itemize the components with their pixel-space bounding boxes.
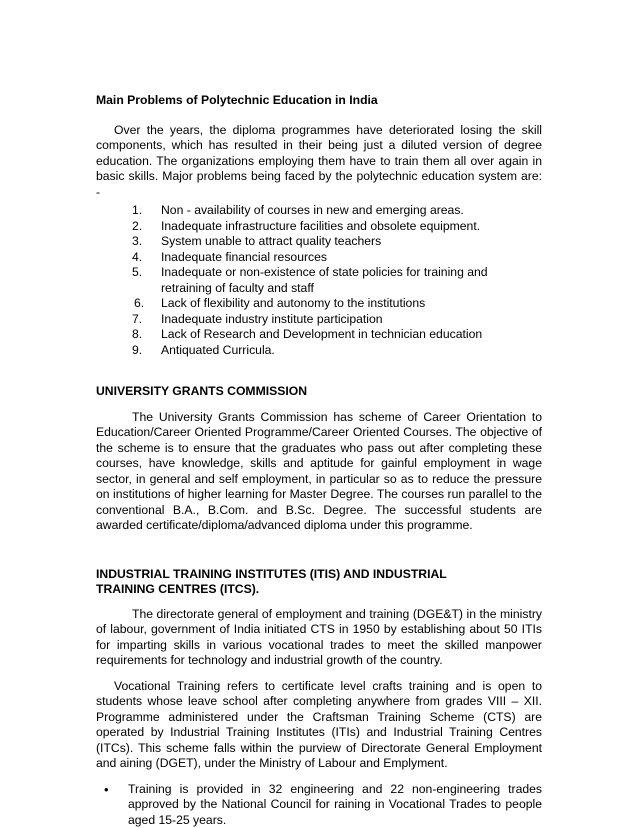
section-heading-iti: INDUSTRIAL TRAINING INSTITUTES (ITIS) AND INDUSTRIAL TRAINING CENTRES (ITCS). (96, 567, 542, 598)
list-item-text: Inadequate infrastructure facilities and obsolete equipment. (161, 219, 480, 235)
list-item (96, 327, 542, 343)
list-item (96, 203, 542, 219)
bullet-icon: • (104, 782, 128, 828)
ugc-paragraph: The University Grants Commission has scheme of Career Orientation to Education/Career Oriented Programme/Career Oriented Courses. The objective of the scheme is to ensure that the graduates who pass out after completing these courses, have knowledge, skills and aptitude for gainful employment in wage sector, in general and self employment, in particular so as to reduce the pressure on institutions of higher learning for Master Degree. The courses run parallel to the conventional B.A., B.Com. and B.Sc. Degree. The successful students are awarded certificate/diploma/advanced diploma under this programme. (96, 410, 542, 534)
list-item (96, 265, 542, 296)
list-item-text: System unable to attract quality teachers (161, 234, 381, 250)
list-number: 1. (96, 203, 161, 219)
polytechnic-intro-paragraph: Over the years, the diploma programmes have deteriorated losing the skill components, which has resulted in their being just a diluted version of degree education. The organizations employing them have to train them all over again in basic skills. Major problems being faced by the polytechnic education system are: - (96, 123, 542, 201)
list-item-text: Lack of flexibility and autonomy to the institutions (161, 296, 425, 312)
list-number: 7. (96, 312, 161, 328)
list-number: 9. (96, 343, 161, 359)
iti-paragraph-2: Vocational Training refers to certificate level crafts training and is open to students whose leave school after completing anywhere from grades VIII – XII. Programme administered under the Craftsman Training Scheme (CTS) are operated by Industrial Training Institutes (ITIs) and Industrial Training Centres (ITCs). This scheme falls within the purview of Directorate General Employment and aining (DGET), under the Ministry of Labour and Emplyment. (96, 679, 542, 772)
list-number: 8. (96, 327, 161, 343)
list-item (96, 312, 542, 328)
list-item (96, 219, 542, 235)
problems-list (96, 203, 542, 358)
list-item-text: Inadequate or non-existence of state policies for training and retraining of faculty and staff (161, 265, 542, 296)
list-number: 4. (96, 250, 161, 266)
list-item (96, 782, 542, 828)
list-item (96, 343, 542, 359)
list-item-text: Antiquated Curricula. (161, 343, 275, 359)
list-item (96, 296, 542, 312)
list-item-text: Training is provided in 32 engineering and 22 non-engineering trades approved by the National Council for raining in Vocational Trades to people aged 15-25 years. (128, 782, 542, 828)
list-item (96, 250, 542, 266)
list-number: 3. (96, 234, 161, 250)
iti-paragraph-1: The directorate general of employment and training (DGE&T) in the ministry of labour, government of India initiated CTS in 1950 by establishing about 50 ITIs for imparting skills in various vocational trades to meet the skilled manpower requirements for technology and industrial growth of the country. (96, 607, 542, 669)
list-number: 6. (96, 296, 161, 312)
list-item (96, 234, 542, 250)
list-item-text: Lack of Research and Development in technician education (161, 327, 482, 343)
section-heading-polytechnic: Main Problems of Polytechnic Education in India (96, 93, 542, 109)
list-item-text: Inadequate financial resources (161, 250, 327, 266)
list-item-text: Inadequate industry institute participation (161, 312, 383, 328)
list-item-text: Non - availability of courses in new and emerging areas. (161, 203, 464, 219)
document-page (96, 93, 542, 828)
section-heading-ugc: UNIVERSITY GRANTS COMMISSION (96, 384, 542, 400)
list-number: 5. (96, 265, 161, 296)
iti-bullet-list (96, 782, 542, 828)
list-number: 2. (96, 219, 161, 235)
